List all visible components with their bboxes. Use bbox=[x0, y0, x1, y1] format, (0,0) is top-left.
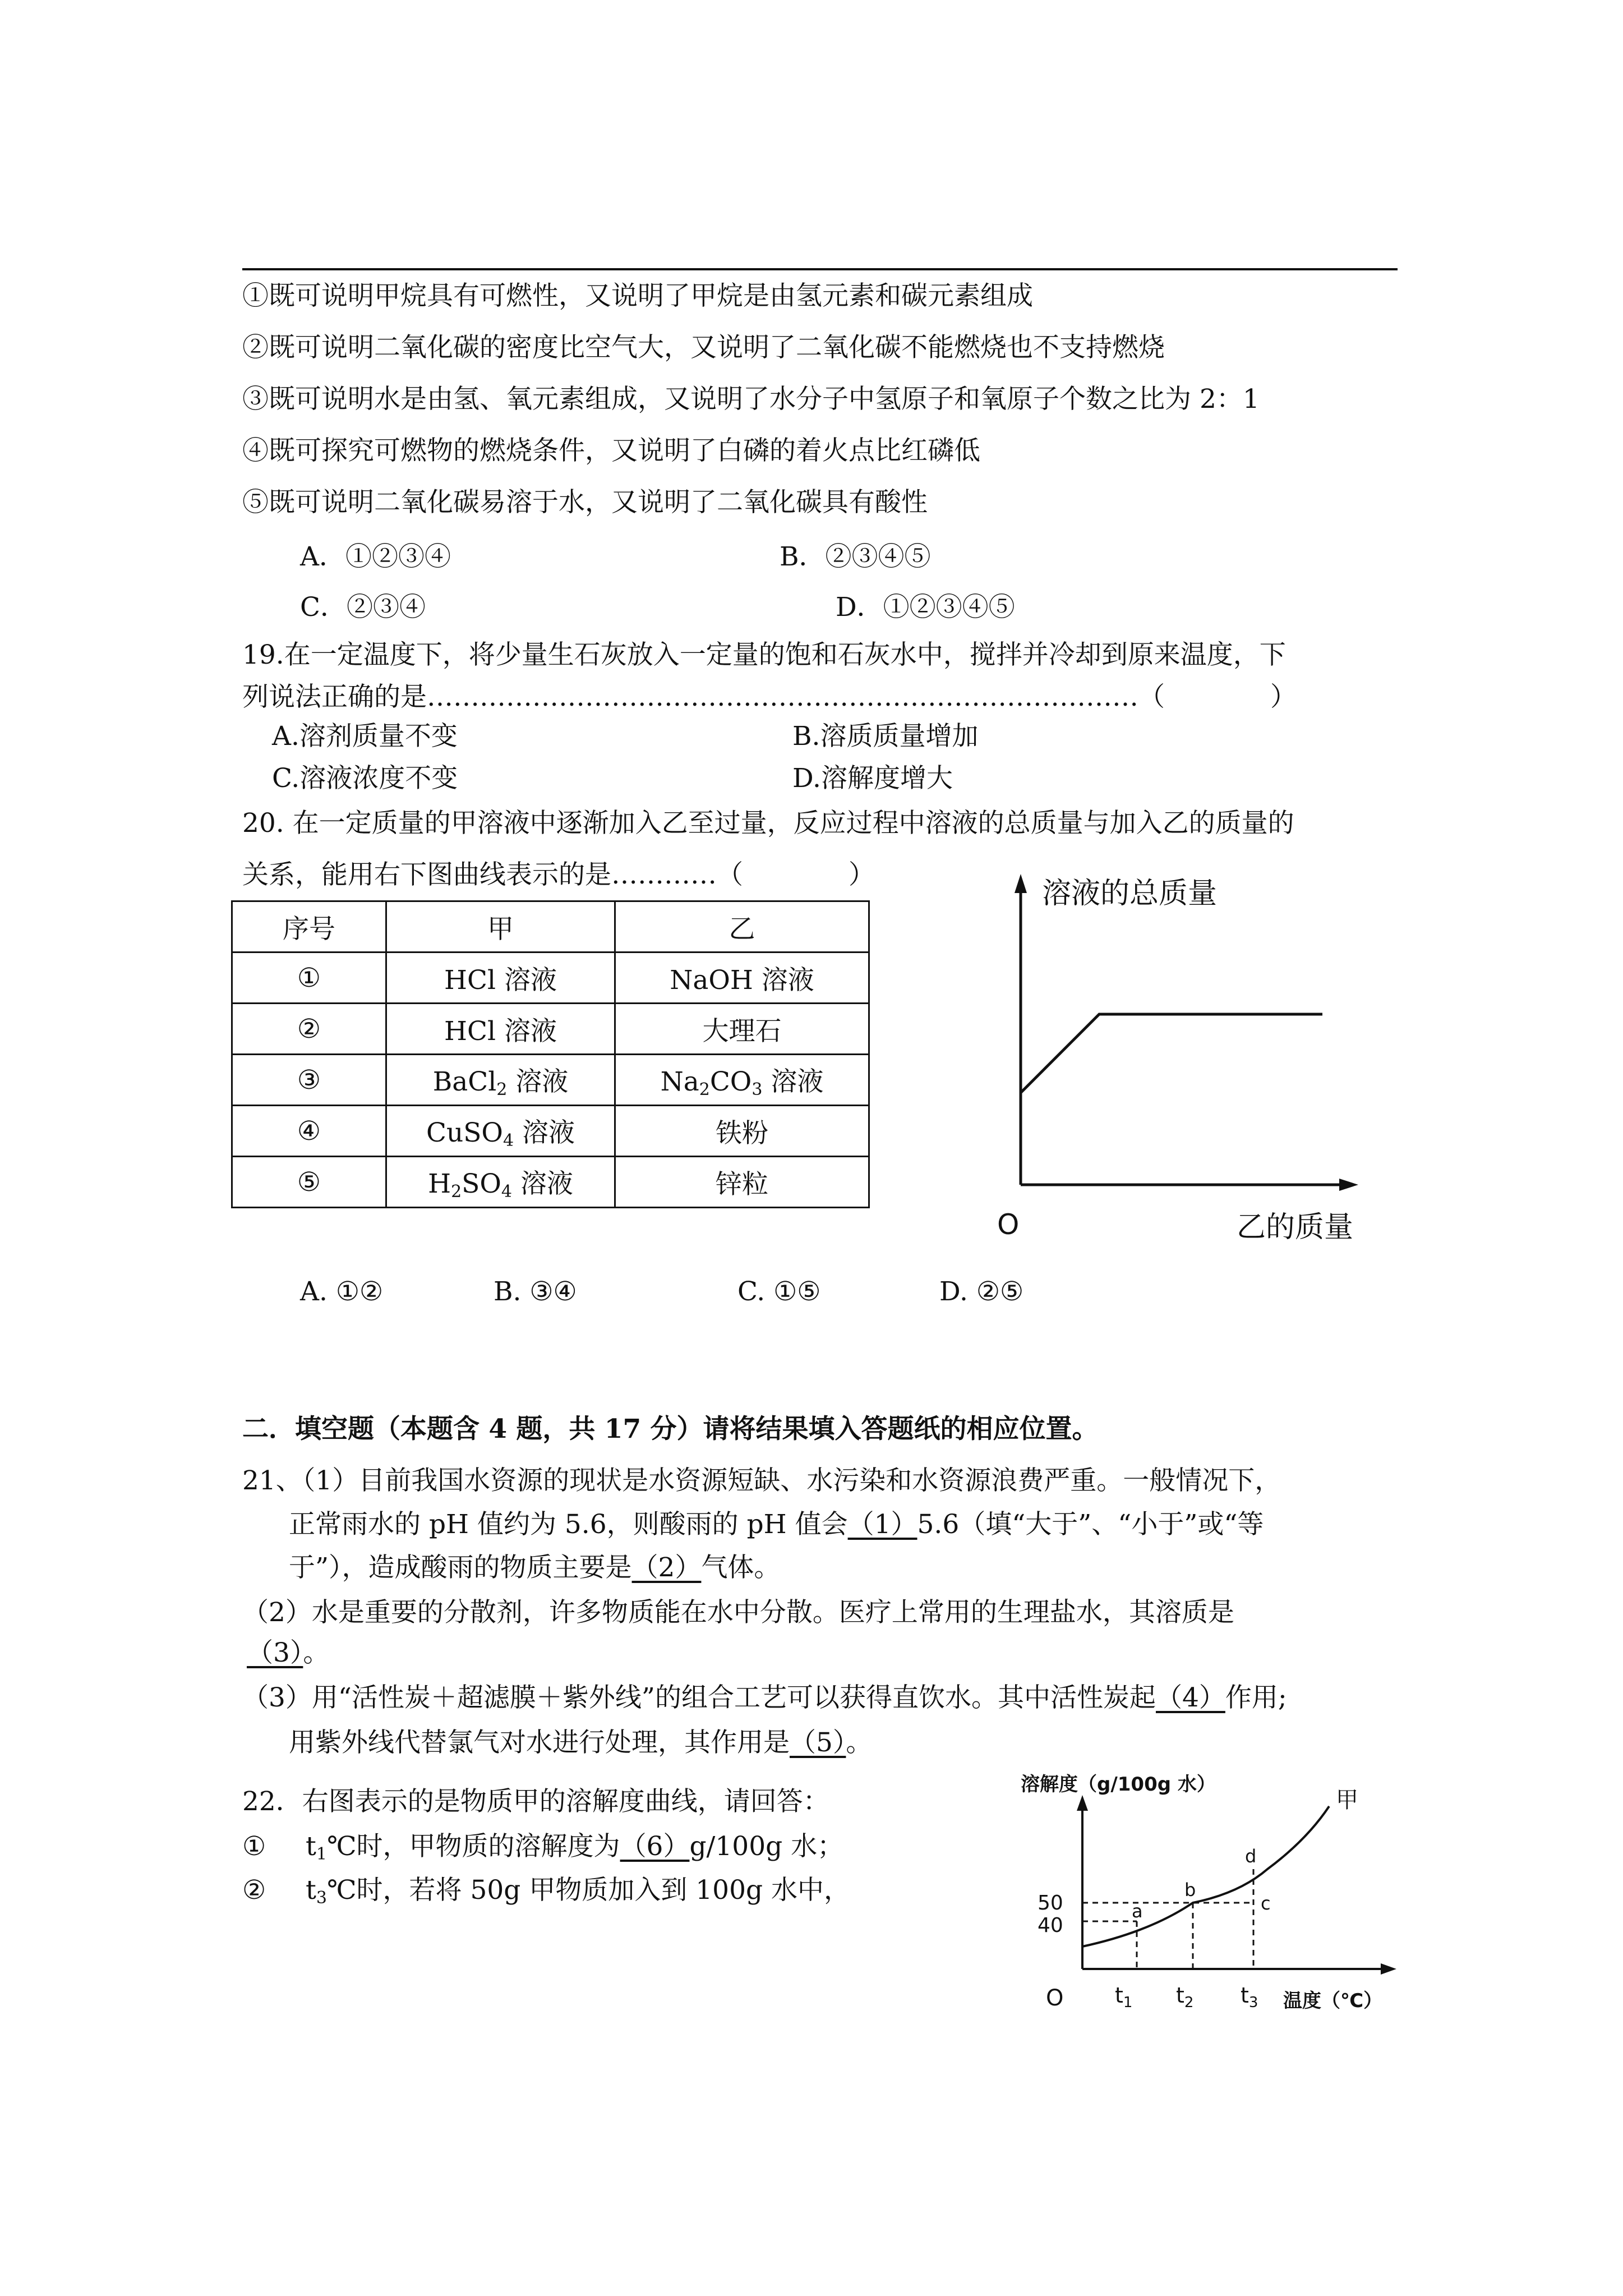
formula-subscript: 2 bbox=[699, 1079, 710, 1099]
formula-part: 溶液 bbox=[511, 1168, 573, 1199]
answer-blank-1[interactable]: （1） bbox=[847, 1509, 917, 1540]
text: t bbox=[306, 1875, 316, 1906]
text: ℃时，若将 50g 甲物质加入到 100g 水中， bbox=[326, 1875, 851, 1906]
tick-text: t bbox=[1176, 1983, 1184, 2008]
table-cell-yi: NaOH 溶液 bbox=[615, 953, 869, 1004]
q21-line1: 21、（1）目前我国水资源的现状是水资源短缺、水污染和水资源浪费严重。一般情况下， bbox=[242, 1465, 1281, 1496]
point-label-a: a bbox=[1132, 1901, 1143, 1922]
q20-option-d[interactable]: D. ②⑤ bbox=[939, 1276, 1024, 1307]
tick-subscript: 3 bbox=[1248, 1994, 1258, 2011]
formula-subscript: 3 bbox=[751, 1079, 763, 1099]
x-axis-label: 乙的质量 bbox=[1237, 1211, 1354, 1244]
text: （3）用“活性炭＋超滤膜＋紫外线”的组合工艺可以获得直饮水。其中活性炭起 bbox=[242, 1682, 1156, 1713]
formula-part: BaCl bbox=[432, 1066, 497, 1097]
curve-label: 甲 bbox=[1336, 1787, 1358, 1813]
answer-blank-6[interactable]: （6） bbox=[620, 1831, 690, 1862]
tick-subscript: 2 bbox=[1184, 1994, 1194, 2011]
solubility-curve bbox=[1082, 1806, 1329, 1947]
text: g/100g 水； bbox=[689, 1831, 844, 1862]
text: 。 bbox=[846, 1727, 873, 1758]
text: 正常雨水的 pH 值约为 5.6，则酸雨的 pH 值会 bbox=[289, 1509, 848, 1540]
table-row bbox=[232, 1157, 869, 1208]
q21-line7 bbox=[289, 1726, 872, 1760]
table-header-cell: 甲 bbox=[386, 901, 615, 953]
table-cell-jia: HCl 溶液 bbox=[386, 1004, 615, 1055]
formula-part: SO bbox=[462, 1168, 501, 1199]
text: ℃时，甲物质的溶解度为 bbox=[326, 1831, 620, 1862]
q18-option-d[interactable]: D．①②③④⑤ bbox=[836, 592, 1015, 623]
q20-stem-line2: 关系，能用右下图曲线表示的是…………（ ） bbox=[242, 859, 875, 890]
table-cell-no: ② bbox=[232, 1004, 386, 1055]
q20-table bbox=[231, 900, 870, 1208]
q18-statement-5: ⑤既可说明二氧化碳易溶于水，又说明了二氧化碳具有酸性 bbox=[242, 487, 928, 518]
point-label-d: d bbox=[1245, 1846, 1257, 1867]
table-row bbox=[232, 1106, 869, 1157]
y-axis-label: 溶液的总质量 bbox=[1042, 877, 1218, 910]
table-header-row bbox=[232, 901, 869, 953]
text: 5.6（填“大于”、“小于”或“等 bbox=[917, 1509, 1264, 1540]
x-tick-t3 bbox=[1241, 1983, 1258, 2011]
q21-line6 bbox=[242, 1681, 1287, 1715]
text: 气体。 bbox=[701, 1552, 781, 1583]
q18-option-b[interactable]: B．②③④⑤ bbox=[780, 541, 931, 572]
answer-blank-3[interactable]: （3） bbox=[247, 1637, 303, 1668]
q22-item-1-number: ① bbox=[242, 1831, 266, 1862]
tick-text: t bbox=[1115, 1983, 1123, 2008]
q19-option-a[interactable]: A.溶剂质量不变 bbox=[272, 721, 458, 752]
formula-part: 溶液 bbox=[514, 1117, 575, 1148]
formula-part: H bbox=[428, 1168, 451, 1199]
y-axis-label: 溶解度（g/100g 水） bbox=[1021, 1773, 1216, 1796]
x-axis-label: 温度（℃） bbox=[1283, 1990, 1383, 2012]
point-label-b: b bbox=[1184, 1879, 1196, 1901]
q21-line3 bbox=[289, 1551, 780, 1585]
formula-part: 溶液 bbox=[507, 1066, 569, 1097]
q22-item-1 bbox=[306, 1830, 843, 1871]
q18-statement-2: ②既可说明二氧化碳的密度比空气大，又说明了二氧化碳不能燃烧也不支持燃烧 bbox=[242, 332, 1165, 363]
q21-line2 bbox=[289, 1508, 1264, 1542]
origin-label: O bbox=[997, 1208, 1020, 1241]
q18-statement-3: ③既可说明水是由氢、氧元素组成，又说明了水分子中氢原子和氧原子个数之比为 2：1 bbox=[242, 384, 1260, 415]
text: 作用; bbox=[1225, 1682, 1287, 1713]
table-cell-no: ③ bbox=[232, 1055, 386, 1106]
q20-option-c[interactable]: C. ①⑤ bbox=[737, 1276, 821, 1307]
text: 于”），造成酸雨的物质主要是 bbox=[289, 1552, 632, 1583]
q22-stem: 22．右图表示的是物质甲的溶解度曲线，请回答： bbox=[242, 1786, 829, 1817]
table-header-cell: 乙 bbox=[615, 901, 869, 953]
y-axis-arrow-icon bbox=[1077, 1795, 1088, 1811]
table-cell-no: ④ bbox=[232, 1106, 386, 1157]
x-tick-t2 bbox=[1176, 1983, 1193, 2011]
table-cell-no: ① bbox=[232, 953, 386, 1004]
solution-mass-graph bbox=[953, 853, 1402, 1244]
answer-blank-5[interactable]: （5） bbox=[790, 1727, 846, 1758]
q21-line5 bbox=[247, 1636, 329, 1670]
table-cell-yi: 铁粉 bbox=[615, 1106, 869, 1157]
point-label-c: c bbox=[1261, 1893, 1271, 1914]
q19-option-c[interactable]: C.溶液浓度不变 bbox=[272, 763, 458, 794]
table-row bbox=[232, 953, 869, 1004]
formula-part: Na bbox=[660, 1066, 699, 1097]
q19-stem-line2: 列说法正确的是………………………………………………………………………（ ） bbox=[242, 682, 1297, 712]
formula-part: CuSO bbox=[426, 1117, 503, 1148]
q18-option-c[interactable]: C．②③④ bbox=[300, 592, 426, 623]
formula-part: 溶液 bbox=[762, 1066, 824, 1097]
table-cell-jia: HCl 溶液 bbox=[386, 953, 615, 1004]
table-row bbox=[232, 1004, 869, 1055]
text: 。 bbox=[303, 1637, 330, 1668]
text: 用紫外线代替氯气对水进行处理，其作用是 bbox=[289, 1727, 790, 1758]
table-cell-yi: 大理石 bbox=[615, 1004, 869, 1055]
x-tick-t1 bbox=[1115, 1983, 1132, 2011]
table-cell-no: ⑤ bbox=[232, 1157, 386, 1208]
tick-subscript: 1 bbox=[1123, 1994, 1133, 2011]
x-axis-arrow-icon bbox=[1381, 1963, 1396, 1975]
formula-part: CO bbox=[709, 1066, 752, 1097]
table-cell-jia bbox=[386, 1157, 615, 1208]
formula-subscript: 4 bbox=[502, 1130, 514, 1151]
table-cell-yi bbox=[615, 1055, 869, 1106]
q18-option-a[interactable]: A．①②③④ bbox=[300, 541, 451, 572]
q22-item-2-number: ② bbox=[242, 1875, 266, 1906]
answer-blank-4[interactable]: （4） bbox=[1155, 1682, 1225, 1713]
table-row bbox=[232, 1055, 869, 1106]
q18-statement-4: ④既可探究可燃物的燃烧条件，又说明了白磷的着火点比红磷低 bbox=[242, 435, 980, 466]
mass-curve bbox=[1021, 1014, 1322, 1093]
table-cell-jia bbox=[386, 1055, 615, 1106]
formula-subscript: 2 bbox=[451, 1181, 462, 1202]
q20-option-b[interactable]: B. ③④ bbox=[494, 1276, 577, 1307]
header-rule bbox=[242, 268, 1398, 270]
q19-stem-line1: 19.在一定温度下，将少量生石灰放入一定量的饱和石灰水中，搅拌并冷却到原来温度，下 bbox=[242, 639, 1286, 670]
q19-option-d[interactable]: D.溶解度增大 bbox=[792, 763, 953, 794]
formula-subscript: 2 bbox=[496, 1079, 508, 1099]
y-tick-40: 40 bbox=[1038, 1914, 1063, 1937]
q19-option-b[interactable]: B.溶质质量增加 bbox=[792, 721, 979, 752]
table-cell-jia bbox=[386, 1106, 615, 1157]
answer-blank-2[interactable]: （2） bbox=[631, 1552, 702, 1583]
subscript: 1 bbox=[316, 1844, 327, 1864]
q22-item-2 bbox=[306, 1874, 850, 1915]
q21-line4: （2）水是重要的分散剂，许多物质能在水中分散。医疗上常用的生理盐水，其溶质是 bbox=[242, 1597, 1234, 1628]
y-tick-50: 50 bbox=[1038, 1892, 1063, 1915]
q20-option-a[interactable]: A. ①② bbox=[300, 1276, 384, 1307]
section-title: 二．填空题（本题含 4 题，共 17 分）请将结果填入答题纸的相应位置。 bbox=[242, 1414, 1099, 1444]
origin-label: O bbox=[1046, 1985, 1064, 2011]
tick-text: t bbox=[1241, 1983, 1249, 2008]
dashed-guides bbox=[1082, 1869, 1253, 1969]
subscript: 3 bbox=[316, 1888, 327, 1908]
text: t bbox=[306, 1831, 316, 1862]
y-axis-arrow-icon bbox=[1015, 874, 1027, 893]
q18-statement-1: ①既可说明甲烷具有可燃性，又说明了甲烷是由氢元素和碳元素组成 bbox=[242, 280, 1033, 311]
solubility-graph bbox=[1004, 1773, 1413, 2031]
table-header-cell: 序号 bbox=[232, 901, 386, 953]
q20-stem-line1: 20. 在一定质量的甲溶液中逐渐加入乙至过量，反应过程中溶液的总质量与加入乙的质量的 bbox=[242, 808, 1294, 839]
x-axis-arrow-icon bbox=[1339, 1179, 1358, 1191]
table-cell-yi: 锌粒 bbox=[615, 1157, 869, 1208]
formula-subscript: 4 bbox=[501, 1181, 512, 1202]
